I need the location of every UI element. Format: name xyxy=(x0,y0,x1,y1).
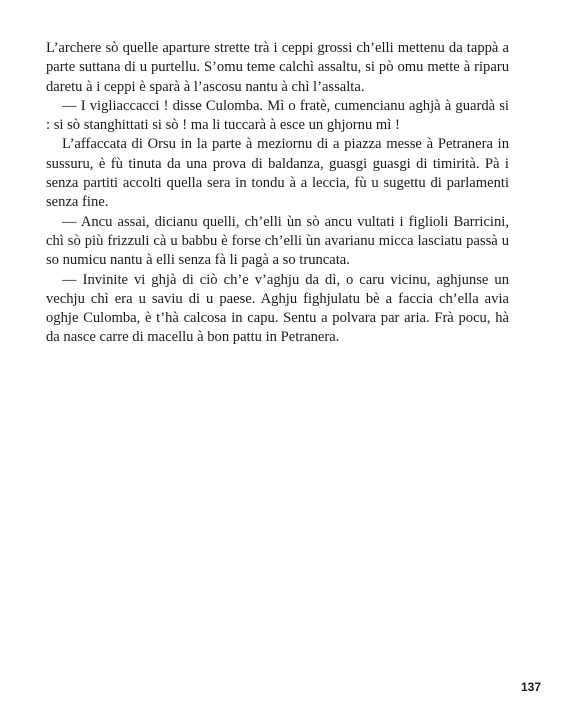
paragraph-3: L’affaccata di Orsu in la parte à meziornu di a piazza messe à Petranera in sussuru, è fù tinuta da una prova di baldanza, guasgi guasgi di timirità. Pà i senza partiti accolti quella sera in tondu à a leccia, fù u sugettu di parlamenti senza fine. xyxy=(46,136,509,211)
body-text xyxy=(46,39,509,348)
paragraph-4: — Ancu assai, dicianu quelli, ch’elli ùn sò ancu vultati i figlioli Barricini, chì sò più frizzuli cà u babbu è forse ch’elli ùn avarianu micca lasciatu passà u so numicu nantu à elli senza fà li pagà a so truncata. xyxy=(46,213,509,269)
page-number: 137 xyxy=(520,680,541,694)
paragraph-5: — Invinite vi ghjà di ciò ch’e v’aghju da dì, o caru vicinu, aghjunse un vechju chì era u saviu di u paese. Aghju fighjulatu bè a faccia ch’ella avia oghje Culomba, è t’hà calcosa in capu. Sentu a polvara par aria. Frà pocu, hà da nasce carre di macellu à bon pattu in Petranera. xyxy=(46,271,509,346)
paragraph-1: L’archere sò quelle aparture strette trà i ceppi grossi ch’elli mettenu da tappà a parte suttana di u purtellu. S’omu teme calchì assaltu, si pò omu mette à riparu daretu à i ceppi è sparà à l’ascosu nantu à chì l’assalta. xyxy=(46,40,509,95)
paragraph-2: — I vigliaccacci ! disse Culomba. Mì o fratè, cumencianu aghjà à guardà si : si sò stanghittati si sò ! ma li tuccarà à esce un ghjornu mì ! xyxy=(46,97,509,134)
